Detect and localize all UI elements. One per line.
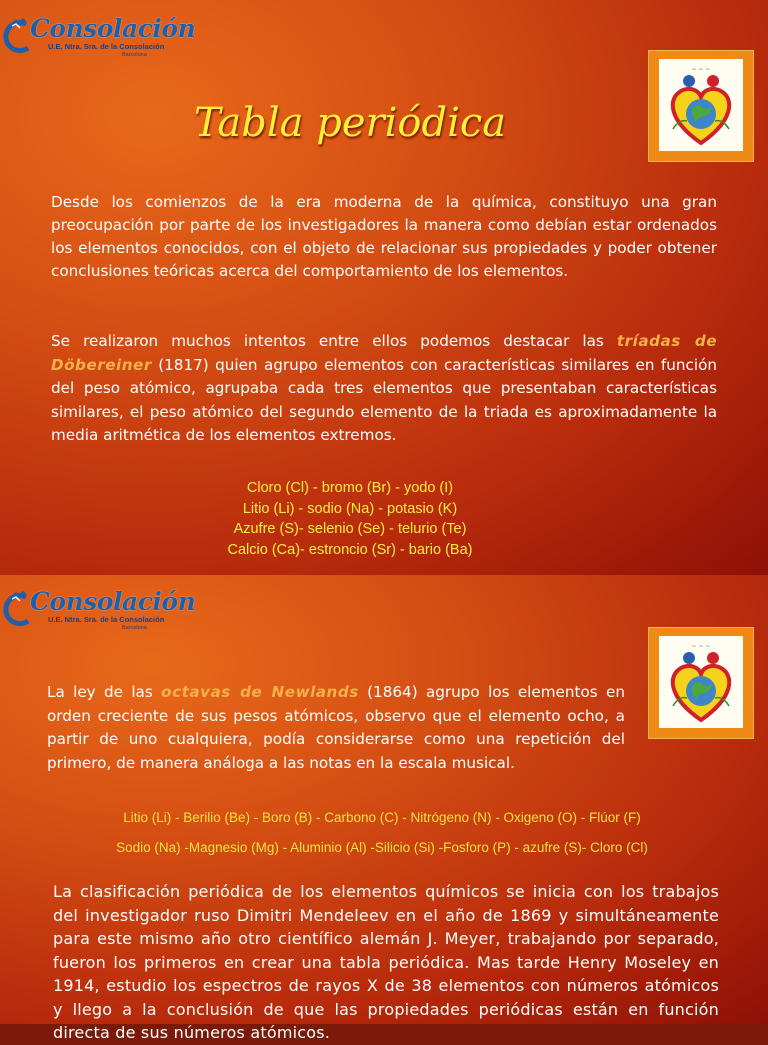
paragraph-text: La ley de las bbox=[47, 683, 162, 701]
svg-text:~ ~ ~: ~ ~ ~ bbox=[691, 66, 711, 73]
dobereiner-highlight: tríadas de Döbereiner bbox=[51, 332, 717, 374]
newlands-highlight: octavas de Newlands bbox=[161, 683, 359, 701]
triad-item: Azufre (S)- selenio (Se) - telurio (Te) bbox=[233, 521, 467, 537]
newlands-paragraph bbox=[47, 681, 625, 775]
octave-row: Litio (Li) - Berilio (Be) - Boro (B) - Carbono (C) - Nitrógeno (N) - Oxigeno (O) - Flúor (F) bbox=[123, 810, 641, 825]
logo-city: Barcelona bbox=[122, 625, 147, 631]
triad-item: Calcio (Ca)- estroncio (Sr) - bario (Ba) bbox=[227, 541, 473, 558]
triads-list bbox=[0, 478, 700, 560]
logo-subtitle: U.E. Ntra. Sra. de la Consolación bbox=[48, 615, 165, 624]
intro-paragraph: Desde los comienzos de la era moderna de la química, constituyo una gran preocupación por parte de los investigadores la manera como debían estar ordenados los elementos conocidos, con el objeto de relacionar sus propiedades y poder obtener conclusiones teóricas acerca del comportamiento de los elementos. bbox=[51, 193, 717, 280]
logo-wordmark: Consolación bbox=[30, 14, 196, 43]
octave-row: Sodio (Na) -Magnesio (Mg) - Aluminio (Al) -Silicio (Si) -Fosforo (P) - azufre (S)- Cloro (Cl) bbox=[116, 840, 648, 855]
paragraph-text: (1864) agrupo los elementos en orden creciente de sus pesos atómicos, observo que el elemento ocho, a partir de uno cualquiera, podía considerarse como una repetición del primero, de manera análoga a las notas en la escala musical. bbox=[47, 683, 625, 772]
paragraph-text: Se realizaron muchos intentos entre ellos podemos destacar las bbox=[51, 332, 617, 350]
consolacion-logo bbox=[4, 587, 196, 639]
dobereiner-paragraph bbox=[51, 330, 717, 448]
heart-globe-icon bbox=[659, 636, 743, 728]
slide-2 bbox=[0, 575, 768, 1042]
svg-text:~ ~ ~: ~ ~ ~ bbox=[691, 643, 711, 650]
logo-city: Barcelona bbox=[122, 52, 147, 58]
consolacion-logo bbox=[4, 14, 196, 66]
octaves-list bbox=[0, 803, 766, 863]
logo-subtitle: U.E. Ntra. Sra. de la Consolación bbox=[48, 42, 165, 51]
school-emblem bbox=[648, 627, 754, 739]
page-title: Tabla periódica bbox=[193, 100, 507, 146]
triad-item: Litio (Li) - sodio (Na) - potasio (K) bbox=[242, 500, 458, 517]
triad-item: Cloro (Cl) - bromo (Br) - yodo (I) bbox=[246, 480, 454, 496]
mendeleev-paragraph: La clasificación periódica de los elementos químicos se inicia con los trabajos del investigador ruso Dimitri Mendeleev en el año de 1869 y simultáneamente para este mismo año otro científico alemán J. Meyer, trabajando por separado, fueron los primeros en crear una tabla periódica. Mas tarde Henry Moseley en 1914, estudio los espectros de rayos X de 38 elementos con números atómicos y llego a la conclusión de que las propiedades periódicas están en función directa de sus números atómicos. bbox=[53, 882, 719, 1042]
logo-wordmark: Consolación bbox=[30, 587, 196, 616]
paragraph-text: (1817) quien agrupo elementos con características similares en función del peso atómico, agrupaba cada tres elementos que presentaban características similares, el peso atómico del segundo elemento de la triada es aproximadamente la media aritmética de los elementos extremos. bbox=[51, 355, 717, 445]
